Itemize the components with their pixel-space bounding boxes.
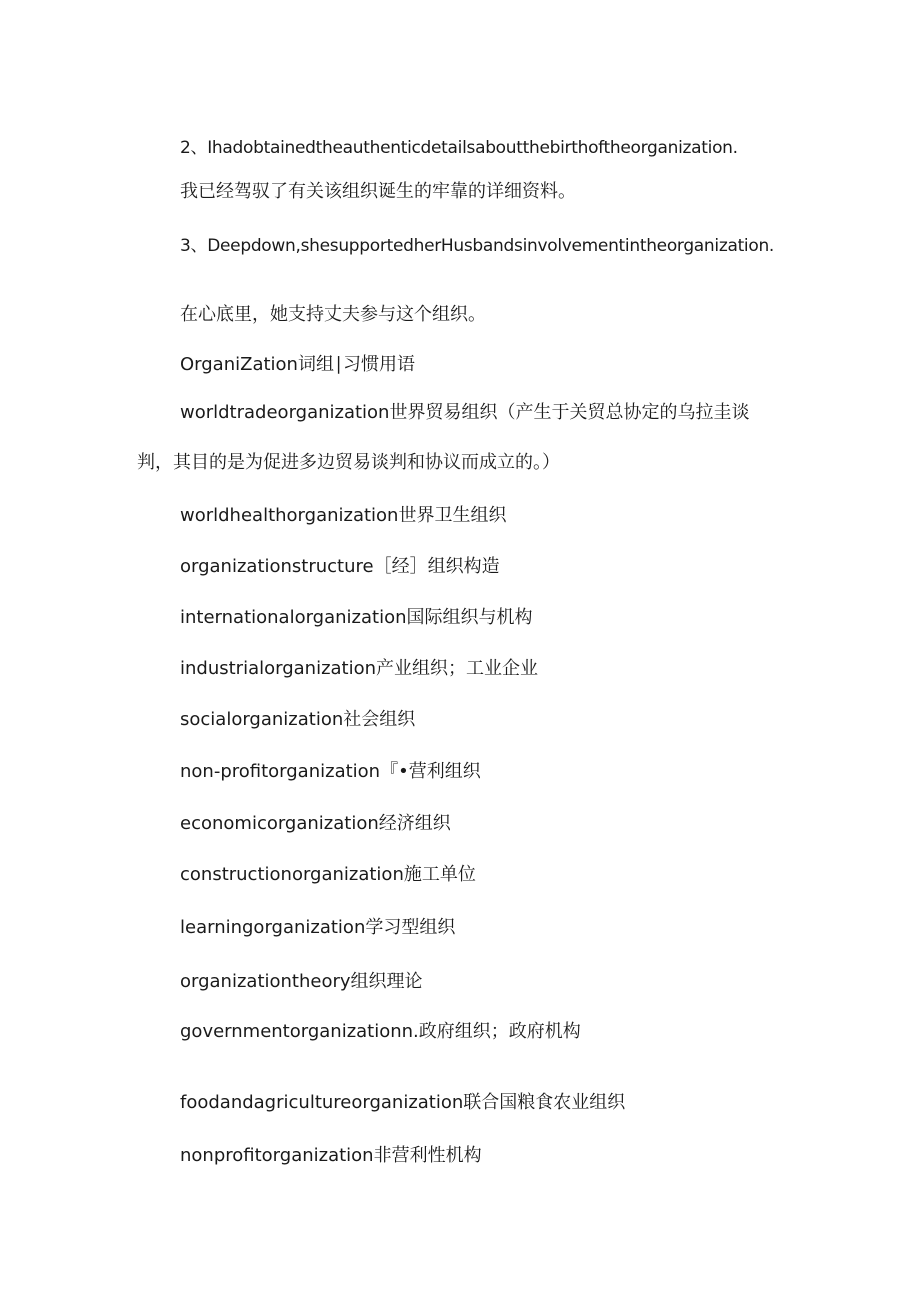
phrase-nonprofit: nonprofitorganization非营利性机构 <box>180 1145 482 1166</box>
phrase-non-profit: non-profitorganization『•营利组织 <box>180 761 481 782</box>
phrase-world-trade-line-2: 判，其目的是为促进多边贸易谈判和协议而成立的。） <box>137 452 560 473</box>
phrase-learning: learningorganization学习型组织 <box>180 917 456 938</box>
example-sentence-2-zh: 我已经驾驭了有关该组织诞生的牢靠的详细资料。 <box>180 181 576 202</box>
example-sentence-2-en: 2、Ihadobtainedtheauthenticdetailsaboutthebirthoftheorganization. <box>180 138 738 158</box>
phrase-social: socialorganization社会组织 <box>180 709 416 730</box>
phrase-economic: economicorganization经济组织 <box>180 813 451 834</box>
phrase-industrial: industrialorganization产业组织；工业企业 <box>180 658 539 679</box>
phrase-government: governmentorganizationn.政府组织；政府机构 <box>180 1021 581 1042</box>
phrase-organization-structure: organizationstructure［经］组织构造 <box>180 556 500 577</box>
example-sentence-3-zh: 在心底里，她支持丈夫参与这个组织。 <box>180 304 486 325</box>
phrase-food-agriculture: foodandagricultureorganization联合国粮食农业组织 <box>180 1092 626 1113</box>
phrase-world-trade-line-1: worldtradeorganization世界贸易组织（产生于关贸总协定的乌拉圭谈 <box>180 402 750 423</box>
phrase-international: internationalorganization国际组织与机构 <box>180 607 533 628</box>
phrase-theory: organizationtheory组织理论 <box>180 971 423 992</box>
phrase-world-health: worldhealthorganization世界卫生组织 <box>180 505 507 526</box>
example-sentence-3-en: 3、Deepdown,shesupportedherHusbandsinvolvementintheorganization. <box>180 236 775 256</box>
phrase-construction: constructionorganization施工单位 <box>180 864 476 885</box>
section-heading-phrases: OrganiZation词组∣习惯用语 <box>180 354 415 375</box>
